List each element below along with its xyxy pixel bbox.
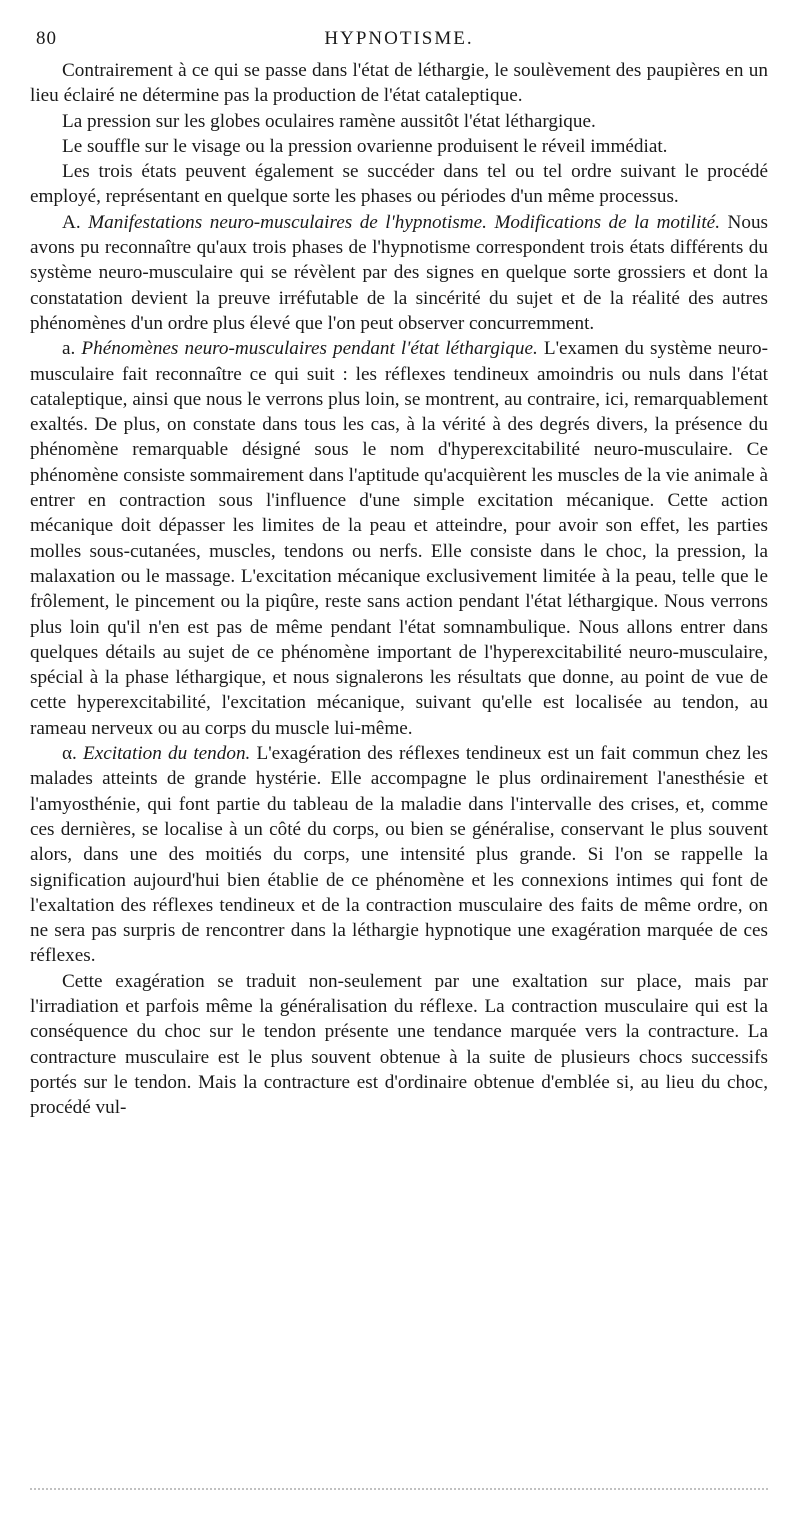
paragraph: Les trois états peuvent également se succéder dans tel ou tel ordre suivant le procédé employé, représentant en quelque sorte les phases ou périodes d'un même processus. [30,161,768,208]
section-lead: A. [62,211,81,233]
subsection-paragraph-a: a. Phénomènes neuro-musculaires pendant l'état léthargique. L'examen du système neuro-musculaire fait reconnaître ce qui suit : les réflexes tendineux amoindris ou nuls dans l'état cataleptique, ainsi que nous le verrons plus loin, se montrent, au contraire, ici, remarquablement exaltés. De plus, on constate dans tous les cas, à la vérité à des degrés divers, la présence du phénomène remarquable désigné sous le nom d'hyperexcitabilité neuro-musculaire. Ce phénomène consiste sommairement dans l'aptitude qu'acquièrent les muscles de la vie animale à entrer en contraction sous l'influence d'une simple excitation mécanique. Cette action mécanique doit dépasser les limites de la peau et atteindre, pour avoir son effet, les parties molles sous-cutanées, muscles, tendons ou nerfs. Elle consiste dans le choc, la pression, la malaxation ou le massage. L'excitation mécanique exclusivement limitée à la peau, telle que le frôlement, le pincement ou la piqûre, reste sans action pendant l'état léthargique. Nous verrons plus loin qu'il n'en est pas de même pendant l'état somnambulique. Nous allons entrer dans quelques détails au sujet de ce phénomène important de l'hyperexcitabilité neuro-musculaire, spécial à la phase léthargique, et nous signalerons les résultats que donne, au point de vue de cette hyperexcitabilité, l'excitation mécanique, suivant qu'elle est localisée au tendon, au rameau nerveux ou au corps du muscle lui-même. [30,338,769,739]
paragraph: Contrairement à ce qui se passe dans l'état de léthargie, le soulèvement des paupières en un lieu éclairé ne détermine pas la production de l'état cataleptique. [30,60,768,107]
section-heading: Manifestations neuro-musculaires de l'hypnotisme. Modifications de la motilité. [88,211,720,233]
running-title: HYPNOTISME. [324,28,474,49]
page-number: 80 [36,28,57,49]
paragraph: Cette exagération se traduit non-seulement par une exaltation sur place, mais par l'irradiation et parfois même la généralisation du réflexe. La contraction musculaire qui est la conséquence du choc sur le tendon présente une tendance marquée vers la contracture. La contracture musculaire est le plus souvent obtenue à la suite de plusieurs chocs successifs portés sur le tendon. Mais la contracture est d'ordinaire obtenue d'emblée si, au lieu du choc, procédé vul- [30,970,768,1119]
subsection-lead: α. [62,743,77,765]
page-header [30,28,768,58]
footer-rule [30,1488,768,1490]
book-page [30,28,768,1120]
section-paragraph-a: A. Manifestations neuro-musculaires de l'hypnotisme. Modifications de la motilité. Nous avons pu reconnaître qu'aux trois phases de l'hypnotisme correspondent trois états différents du système neuro-musculaire qui se révèlent par des signes en quelque sorte grossiers et dont la constatation devient la preuve irréfutable de la sincérité du sujet et de la réalité des autres phénomènes d'un ordre plus élevé que l'on peut observer concurremment. [30,211,769,334]
subsection-paragraph-alpha: α. Excitation du tendon. L'exagération des réflexes tendineux est un fait commun chez les malades atteints de grande hystérie. Elle accompagne le plus ordinairement l'anesthésie et l'amyosthénie, qui font partie du tableau de la maladie dans l'intervalle des crises, et, comme ces dernières, se localise à un côté du corps, ou bien se généralise, conservant le plus souvent alors, dans une des moitiés du corps, une intensité plus grande. Si l'on se rappelle la signification aujourd'hui bien établie de ce phénomène et les connexions intimes qui font de l'exaltation des réflexes tendineux et de la contraction musculaire des faits de même ordre, on ne sera pas surpris de rencontrer dans la léthargie hypnotique une exagération marquée de ces réflexes. [30,743,768,967]
paragraph: La pression sur les globes oculaires ramène aussitôt l'état léthargique. [62,110,596,132]
body-text [30,58,768,1120]
subsection-heading: Excitation du tendon. [83,743,251,765]
subsection-lead: a. [62,338,76,360]
subsection-heading: Phénomènes neuro-musculaires pendant l'état léthargique. [81,338,538,360]
paragraph: Le souffle sur le visage ou la pression ovarienne produisent le réveil immédiat. [62,135,668,157]
